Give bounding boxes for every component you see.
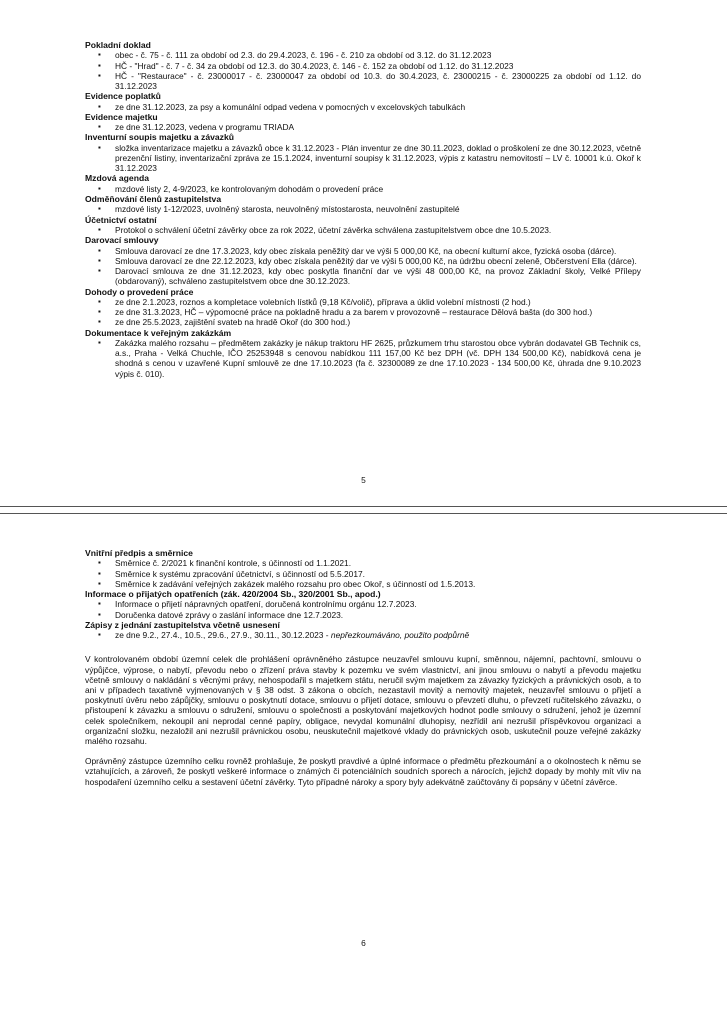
list-item (85, 256, 641, 266)
section-list (85, 102, 641, 112)
bullet-icon: ▪ (98, 337, 101, 347)
list-item-italic-note: nepřezkoumáváno, použito podpůrně (330, 630, 470, 641)
page-5-content (85, 40, 641, 379)
paragraph-declaration-2: Oprávněný zástupce územního celku rovněž prohlašuje, že poskytl pravdivé a úplné informace o předmětu přezkoumání a o okolnostech k němu se vztahujících, a zároveň, že poskytl veškeré informace o známých či potenciálních soudních sporech a nárocích, jejichž dopady by mohly mít vliv na hospodaření územního celku a sestavení účetní závěrky. Tyto případné nároky a spory byly adekvátně zaúčtovány či popsány v účetní závěrce. (85, 756, 641, 787)
section-heading: Inventurní soupis majetku a závazků (85, 132, 235, 143)
page-6-content (85, 548, 641, 787)
list-item-text: Informace o přijetí nápravných opatření, doručená kontrolnímu orgánu 12.7.2023. (115, 599, 417, 610)
list-item (85, 71, 641, 91)
section-heading: Evidence poplatků (85, 91, 161, 102)
list-item (85, 225, 641, 235)
bullet-icon: ▪ (98, 60, 101, 70)
bullet-icon: ▪ (98, 245, 101, 255)
page-5 (0, 0, 727, 506)
list-item-text: ze dne 2.1.2023, roznos a kompletace volebních lístků (9,18 Kč/volič), příprava a úklid volební místnosti (2 hod.) (115, 296, 531, 307)
bullet-icon: ▪ (98, 307, 101, 317)
list-item (85, 50, 641, 60)
bullet-icon: ▪ (98, 255, 101, 265)
section-heading: Pokladní doklad (85, 40, 151, 50)
section-list (85, 143, 641, 174)
section-heading: Dohody o provedení práce (85, 286, 194, 297)
list-item-text: mzdové listy 2, 4-9/2023, ke kontrolovaným dohodám o provedení práce (115, 183, 384, 194)
list-item (85, 122, 641, 132)
bullet-icon: ▪ (98, 609, 101, 619)
bullet-icon: ▪ (98, 142, 101, 152)
section-heading: Mzdová agenda (85, 173, 149, 184)
list-item-text: Zakázka malého rozsahu – předmětem zakázky je nákup traktoru HF 2625, průzkumem trhu starostou obce vybrán dodavatel GB Technik cs, a.s., Praha - Velká Chuchle, IČO 25253948 s cenovou nabídkou 111 157,00 Kč bez DPH (vč. DPH 134 500,00 Kč), nabídková cena je shodná s cenou v uzavřené Kupní smlouvě ze dne 17.10.2023 (fa č. 32300089 ze dne 17.10.2023 - 134 500,00 Kč, úhrada dne 9.10.2023 výpis č. 010). (115, 337, 641, 379)
section-list (85, 558, 641, 589)
page-separator (0, 506, 727, 514)
list-item-text: Smlouva darovací ze dne 17.3.2023, kdy obec získala peněžitý dar ve výši 5 000,00 Kč, na obecní kulturní akce, fyzická osoba (dárce). (115, 245, 617, 256)
list-item (85, 297, 641, 307)
paragraph-declaration-1: V kontrolovaném období územní celek dle prohlášení oprávněného zástupce neuzavřel smlouvu kupní, směnnou, nájemní, pachtovní, smlouvu o výpůjčce, výprose, o nabytí, převodu nebo o zřízení práva stavby k pozemku ve svém vlastnictví, ani jinou smlouvu o nabytí a převodu majetku včetně smlouvy o nakládání s věcnými právy, nehospodařil s majetkem státu, neručil svým majetkem za závazky fyzických a právnických osob, a to ani v případech taxativně vyjmenovaných v § 38 odst. 3 zákona o obcích, nezastavil movitý a nemovitý majetek, neuzavřel smlouvu o přijetí a poskytnutí úvěru nebo zápůjčky, smlouvu o poskytnutí dotace, smlouvu o přijetí dotace, smlouvu o převzetí dluhu, o převzetí ručitelského závazku, o přistoupení k závazku a smlouvu o sdružení, smlouvu o společnosti a poskytování majetkových hodnot podle smlouvy o sdružení, jehož je územní celek společníkem, nekoupil ani neprodal cenné papíry, obligace, nevydal komunální dluhopisy, nezřídil ani nezrušil příspěvkovou organizaci a organizační složku, nezaložil ani nezrušil právnickou osobu, neuskutečnil majetkové vklady do právnických osob, uskutečnil pouze veřejné zakázky malého rozsahu. (85, 654, 641, 747)
list-item (85, 307, 641, 317)
list-item-text: ze dne 31.12.2023, za psy a komunální odpad vedena v pomocných v excelovských tabulkách (115, 101, 466, 112)
bullet-icon: ▪ (98, 630, 101, 640)
section-heading: Informace o přijatých opatřeních (zák. 420/2004 Sb., 320/2001 Sb., apod.) (85, 589, 381, 600)
section-list (85, 225, 641, 235)
page-6-sections (85, 548, 641, 640)
bullet-icon: ▪ (98, 296, 101, 306)
section-list (85, 122, 641, 132)
section-list (85, 630, 641, 640)
bullet-icon: ▪ (98, 225, 101, 235)
list-item (85, 610, 641, 620)
page-number: 5 (361, 475, 366, 485)
list-item-text: Směrnice k systému zpracování účetnictví, s účinností od 5.5.2017. (115, 568, 365, 579)
section-heading: Odměňování členů zastupitelstva (85, 194, 222, 205)
list-item-text: složka inventarizace majetku a závazků obce k 31.12.2023 - Plán inventur ze dne 30.11.2023, doklad o proškolení ze dne 30.12.2023, včetně prezenční listiny, inventarizační zpráva ze 15.1.2024, inventurní soupisy k 31.12.2023, výpis z katastru nemovitostí – LV č. 10001 k.ú. Okoř k 31.12.2023 (115, 142, 641, 174)
list-item (85, 143, 641, 174)
list-item (85, 599, 641, 609)
list-item (85, 558, 641, 568)
list-item-text: ze dne 31.3.2023, HČ – výpomocné práce na pokladně hradu a za barem v provozovně – restaurace Dělová bašta (do 300 hod.) (115, 307, 593, 318)
bullet-icon: ▪ (98, 317, 101, 327)
page-6 (0, 514, 727, 1024)
page-number: 6 (361, 938, 366, 948)
list-item-text: ze dne 31.12.2023, vedena v programu TRIADA (115, 122, 295, 133)
list-item-text: Doručenka datové zprávy o zaslání informace dne 12.7.2023. (115, 609, 344, 620)
section-list (85, 338, 641, 379)
section-list (85, 184, 641, 194)
list-item (85, 204, 641, 214)
list-item (85, 579, 641, 589)
list-item (85, 569, 641, 579)
list-item-text: ze dne 9.2., 27.4., 10.5., 29.6., 27.9., 30.11., 30.12.2023 - (115, 630, 331, 641)
section-heading: Dokumentace k veřejným zakázkám (85, 327, 232, 338)
list-item (85, 184, 641, 194)
bullet-icon: ▪ (98, 50, 101, 60)
list-item-text: mzdové listy 1-12/2023, uvolněný starosta, neuvolněný místostarosta, neuvolnění zastupitelé (115, 204, 460, 215)
list-item (85, 246, 641, 256)
list-item (85, 338, 641, 379)
bullet-icon: ▪ (98, 122, 101, 132)
list-item-text: Protokol o schválení účetní závěrky obce za rok 2022, účetní závěrka schválena zastupitelstvem obce dne 10.5.2023. (115, 225, 552, 236)
list-item-text: Směrnice k zadávání veřejných zakázek malého rozsahu pro obec Okoř, s účinností od 1.5.2013. (115, 578, 476, 589)
list-item (85, 317, 641, 327)
section-list (85, 297, 641, 328)
bullet-icon: ▪ (98, 70, 101, 80)
list-item-text: Směrnice č. 2/2021 k finanční kontrole, s účinností od 1.1.2021. (115, 558, 352, 569)
section-list (85, 50, 641, 91)
bullet-icon: ▪ (98, 599, 101, 609)
list-item (85, 102, 641, 112)
list-item-text: HČ - "Restaurace" - č. 23000017 - č. 23000047 za období od 10.3. do 30.4.2023, č. 23000215 - č. 23000225 za období od 1.12. do 31.12.2023 (115, 70, 641, 92)
bullet-icon: ▪ (98, 101, 101, 111)
bullet-icon: ▪ (98, 183, 101, 193)
section-list (85, 246, 641, 287)
list-item-text: Smlouva darovací ze dne 22.12.2023, kdy obec získala peněžitý dar ve výši 5 000,00 Kč, na údržbu obecní zeleně, Občerstvení Ella (dárce). (115, 255, 637, 266)
section-list (85, 599, 641, 619)
list-item (85, 266, 641, 286)
bullet-icon: ▪ (98, 558, 101, 568)
list-item-text: ze dne 25.5.2023, zajištění svateb na hradě Okoř (do 300 hod.) (115, 317, 351, 328)
list-item (85, 630, 641, 640)
bullet-icon: ▪ (98, 578, 101, 588)
list-item-text: obec - č. 75 - č. 111 za období od 2.3. do 29.4.2023, č. 196 - č. 210 za období od 3.12. do 31.12.2023 (115, 50, 492, 61)
section-heading: Vnitřní předpis a směrnice (85, 548, 193, 558)
list-item-text: Darovací smlouva ze dne 31.12.2023, kdy obec poskytla finanční dar ve výši 48 000,00 Kč, na provoz Základní školy, Velké Přílepy (obdarovaný), schváleno zastupitelstvem obce dne 30.12.2023. (115, 266, 641, 287)
section-heading: Zápisy z jednání zastupitelstva včetně usnesení (85, 619, 280, 630)
section-heading: Darovací smlouvy (85, 235, 159, 246)
bullet-icon: ▪ (98, 568, 101, 578)
list-item-text: HČ - "Hrad" - č. 7 - č. 34 za období od 12.3. do 30.4.2023, č. 146 - č. 152 za období od 1.12. do 31.12.2023 (115, 60, 514, 71)
bullet-icon: ▪ (98, 266, 101, 276)
section-heading: Účetnictví ostatní (85, 214, 157, 225)
bullet-icon: ▪ (98, 204, 101, 214)
section-list (85, 204, 641, 214)
list-item (85, 61, 641, 71)
section-heading: Evidence majetku (85, 111, 158, 122)
